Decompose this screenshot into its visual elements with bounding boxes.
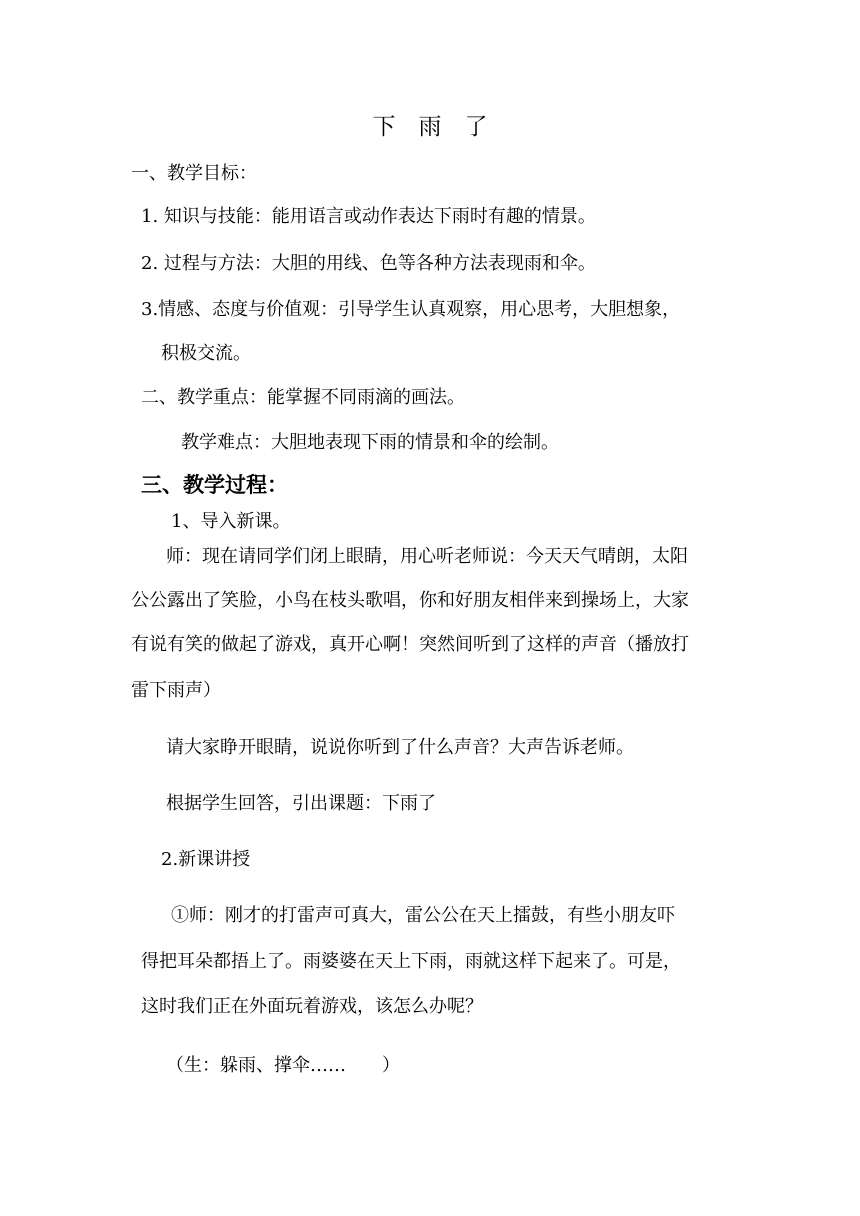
section-heading-key-points: 二、教学重点：能掌握不同雨滴的画法。	[141, 387, 465, 408]
paragraph-line: 根据学生回答，引出课题：下雨了	[166, 793, 436, 814]
paragraph-line: 师：现在请同学们闭上眼睛，用心听老师说：今天天气晴朗，太阳	[166, 546, 688, 567]
difficult-points: 教学难点：大胆地表现下雨的情景和伞的绘制。	[181, 432, 559, 453]
paragraph-line: 这时我们正在外面玩着游戏，该怎么办呢？	[141, 996, 483, 1017]
paragraph-line: ①师：刚才的打雷声可真大，雷公公在天上擂鼓，有些小朋友吓	[171, 905, 675, 926]
document-title: 下 雨 了	[372, 114, 488, 140]
section-heading-objectives: 一、教学目标：	[131, 163, 257, 184]
student-response: （生：躲雨、撑伞…… ）	[166, 1055, 400, 1076]
objective-item-1: 1. 知识与技能：能用语言或动作表达下雨时有趣的情景。	[141, 206, 596, 227]
objective-item-2: 2. 过程与方法：大胆的用线、色等各种方法表现雨和伞。	[141, 253, 596, 274]
paragraph-line: 请大家睁开眼睛，说说你听到了什么声音？大声告诉老师。	[166, 737, 634, 758]
objective-item-3-continued: 积极交流。	[161, 343, 251, 364]
paragraph-line: 有说有笑的做起了游戏，真开心啊！突然间听到了这样的声音（播放打	[131, 634, 689, 655]
section-heading-process: 三、教学过程：	[141, 472, 288, 497]
paragraph-line: 公公露出了笑脸，小鸟在枝头歌唱，你和好朋友相伴来到操场上，大家	[131, 590, 689, 611]
paragraph-line: 雷下雨声）	[131, 680, 221, 701]
step-2-heading: 2.新课讲授	[161, 849, 251, 870]
paragraph-line: 得把耳朵都捂上了。雨婆婆在天上下雨，雨就这样下起来了。可是，	[141, 951, 681, 972]
step-1-heading: 1、导入新课。	[171, 511, 291, 532]
objective-item-3: 3.情感、态度与价值观：引导学生认真观察，用心思考，大胆想象，	[141, 299, 681, 320]
